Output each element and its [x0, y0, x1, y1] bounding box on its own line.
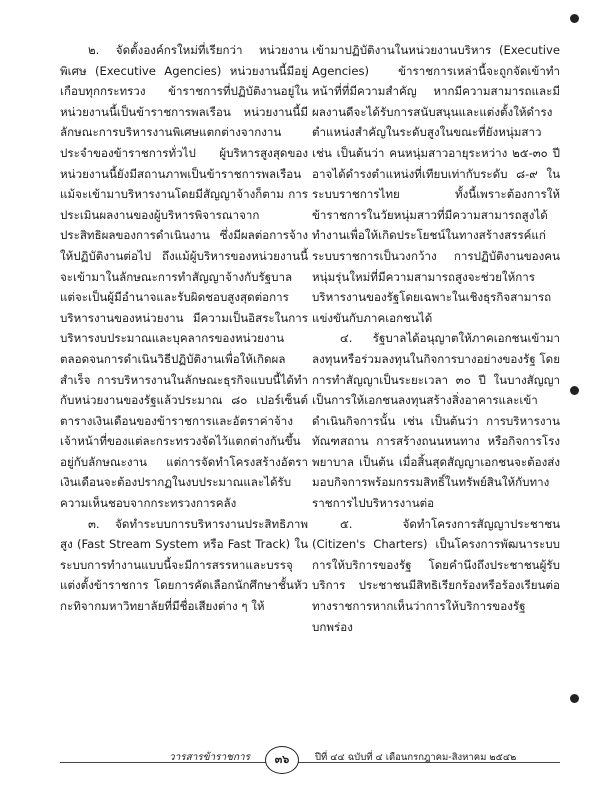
page-footer — [60, 746, 590, 780]
bullet-mark-bottom — [570, 694, 579, 703]
paragraph-fast-stream: ๓. จัดทำระบบการบริหารงานประสิทธิภาพสูง (Fast Stream System หรือ Fast Track) ในระบบการทำงานแบบนี้จะมีการสรรหาและบรรจุแต่งตั้งข้าราชการ โดยการคัดเลือกนักศึกษาชั้นหัวกะทิจากมหาวิทยาลัยที่มีชื่อเสียงต่าง ๆ ให้ — [60, 516, 308, 614]
right-column — [312, 40, 560, 637]
paragraph-citizens-charters: ๕. จัดทำโครงการสัญญาประชาชน (Citizen's Charters) เป็นโครงการพัฒนาระบบการให้บริการของรัฐ โดยคำนึงถึงประชาชนผู้รับบริการ ประชาชนมีสิทธิเรียกร้องหรือร้องเรียนต่อทางราชการหากเห็นว่าการให้บริการของรัฐบกพร่อง — [312, 516, 560, 634]
left-column — [60, 40, 308, 617]
journal-name: วารสารข้าราชการ — [169, 752, 250, 763]
paragraph-executive-agencies-continued: เข้ามาปฏิบัติงานในหน่วยงานบริหาร (Executive Agencies) ข้าราชการเหล่านี้จะถูกจัดเข้าทำหน้าที่ที่มีความสำคัญ หากมีความสามารถและมีผลงานดีจะได้รับการสนับสนุนและแต่งตั้งให้ดำรงตำแหน่งสำคัญในระดับสูงในขณะที่ยังหนุ่มสาว เช่น เป็นต้นว่า คนหนุ่มสาวอายุระหว่าง ๒๕-๓๐ ปี อาจได้ดำรงตำแหน่งที่เทียบเท่ากับระดับ ๘-๙ ในระบบราชการไทย ทั้งนี้เพราะต้องการให้ข้าราชการในวัยหนุ่มสาวที่มีความสามารถสูงได้ทำงานเพื่อให้เกิดประโยชน์ในทางสร้างสรรค์แก่ระบบราชการเป็นวงกว้าง การปฏิบัติงานของคนหนุ่มรุ่นใหม่ที่มีความสามารถสูงจะช่วยให้การบริหารงานของรัฐโดยเฉพาะในเชิงธุรกิจสามารถแข่งขันกับภาคเอกชนได้ — [312, 43, 560, 325]
issue-info: ปีที่ ๔๔ ฉบับที่ ๔ เดือนกรกฎาคม-สิงหาคม ๒๕๔๒ — [315, 752, 517, 763]
page-number: ๓๖ — [265, 746, 299, 774]
bullet-mark-top — [570, 14, 579, 23]
bullet-mark-middle — [570, 386, 579, 395]
paragraph-private-investment: ๔. รัฐบาลได้อนุญาตให้ภาคเอกชนเข้ามาลงทุนหรือร่วมลงทุนในกิจการบางอย่างของรัฐ โดยการทำสัญญาเป็นระยะเวลา ๓๐ ปี ในบางสัญญาเป็นการให้เอกชนลงทุนสร้างสิ่งอาคารและเข้าดำเนินกิจการนั้น เช่น เป็นต้นว่า การบริหารงานทัณฑสถาน การสร้างถนนหนทาง หรือกิจการโรงพยาบาล เป็นต้น เมื่อสิ้นสุดสัญญาเอกชนจะต้องส่งมอบกิจการพร้อมกรรมสิทธิ์ในทรัพย์สินให้กับทางราชการไปบริหารงานต่อ — [312, 331, 560, 511]
paragraph-executive-agencies: ๒. จัดตั้งองค์กรใหม่ที่เรียกว่า หน่วยงานพิเศษ (Executive Agencies) หน่วยงานนี้มีอยู่เกือบทุกกระทรวง ข้าราชการที่ปฏิบัติงานอยู่ในหน่วยงานนี้เป็นข้าราชการพลเรือน หน่วยงานนี้มีลักษณะการบริหารงานพิเศษแตกต่างจากงานประจำของข้าราชการทั่วไป ผู้บริหารสูงสุดของหน่วยงานนี้ยังมีสถานภาพเป็นข้าราชการพลเรือน แม้จะเข้ามาบริหารงานโดยมีสัญญาจ้างก็ตาม การประเมินผลงานของผู้บริหารพิจารณาจากประสิทธิผลของการดำเนินงาน ซึ่งมีผลต่อการจ้างให้ปฏิบัติงานต่อไป ถึงแม้ผู้บริหารของหน่วยงานนี้จะเข้ามาในลักษณะการทำสัญญาจ้างกับรัฐบาล แต่จะเป็นผู้มีอำนาจและรับผิดชอบสูงสุดต่อการบริหารงานของหน่วยงาน มีความเป็นอิสระในการบริหารงบประมาณและบุคลากรของหน่วยงาน ตลอดจนการดำเนินวิธีปฏิบัติงานเพื่อให้เกิดผลสำเร็จ การบริหารงานในลักษณะธุรกิจแบบนี้ได้ทำกับหน่วยงานของรัฐแล้วประมาณ ๘๐ เปอร์เซ็นต์ ตารางเงินเดือนของข้าราชการและอัตราค่าจ้างเจ้าหน้าที่ของแต่ละกระทรวงจัดไว้แตกต่างกันขึ้นอยู่กับลักษณะงาน แต่การจัดทำโครงสร้างอัตราเงินเดือนจะต้องปรากฏในงบประมาณและได้รับความเห็นชอบจากกระทรวงการคลัง — [60, 43, 308, 511]
